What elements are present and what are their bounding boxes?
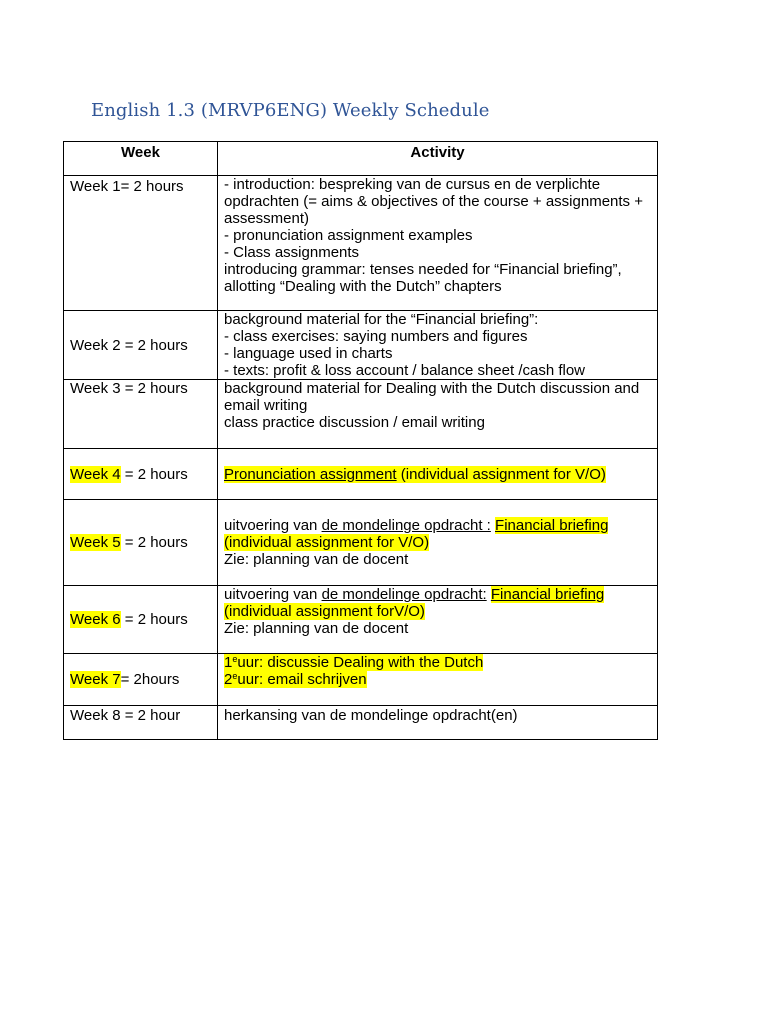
activity-line: Zie: planning van de docent: [224, 551, 409, 568]
ordinal-suffix: e: [232, 671, 238, 681]
table-row: [64, 500, 658, 586]
week-cell: [64, 500, 218, 586]
activity-line: background material for Dealing with the Dutch discussion and email writing: [224, 380, 640, 414]
week-cell: Week 2 = 2 hours: [64, 311, 218, 380]
activity-cell: [218, 500, 658, 586]
activity-underlined: de mondelinge opdracht :: [321, 517, 491, 534]
activity-cell: herkansing van de mondelinge opdracht(en): [218, 706, 658, 740]
week-cell: Week 3 = 2 hours: [64, 380, 218, 449]
activity-line: [224, 671, 651, 688]
activity-text: uitvoering van: [224, 586, 322, 603]
activity-cell: [218, 449, 658, 500]
week-header: Week: [64, 142, 218, 176]
week-highlight: Week 7: [70, 671, 121, 688]
activity-line: background material for the “Financial briefing”:: [224, 311, 539, 328]
week-highlight: Week 4: [70, 465, 121, 483]
activity-line: [224, 534, 651, 551]
week-hours: = 2 hours: [120, 611, 188, 628]
activity-cell: [218, 654, 658, 706]
activity-cell: [218, 176, 658, 311]
week-highlight: Week 6: [70, 611, 121, 628]
table-row: [64, 449, 658, 500]
activity-line: - texts: profit & loss account / balance sheet /cash flow: [224, 362, 586, 379]
activity-highlight: [224, 671, 367, 688]
activity-cell: [218, 311, 658, 380]
activity-header: Activity: [218, 142, 658, 176]
activity-line: - class exercises: saying numbers and figures: [224, 328, 528, 345]
activity-underlined: Pronunciation assignment: [224, 465, 397, 483]
page-title: English 1.3 (MRVP6ENG) Weekly Schedule: [91, 100, 490, 121]
hour-number: 2: [224, 671, 233, 688]
week-highlight: Week 5: [70, 534, 121, 551]
week-cell: Week 8 = 2 hour: [64, 706, 218, 740]
activity-highlight: [224, 654, 483, 671]
activity-highlight: (individual assignment forV/O): [224, 603, 425, 620]
activity-line: introducing grammar: tenses needed for “Financial briefing”, allotting “Dealing with the Dutch” chapters: [224, 261, 622, 295]
activity-highlight: (individual assignment for V/O): [224, 534, 430, 551]
activity-line: class practice discussion / email writing: [224, 414, 485, 431]
activity-line: [224, 586, 651, 603]
activity-line: [224, 654, 651, 671]
week-hours: = 2 hours: [120, 534, 188, 551]
activity-cell: [218, 586, 658, 654]
table-row: [64, 654, 658, 706]
week-cell: [64, 654, 218, 706]
activity-line: - pronunciation assignment examples: [224, 227, 473, 244]
week-cell: Week 1= 2 hours: [64, 176, 218, 311]
week-cell: [64, 586, 218, 654]
activity-cell: [218, 380, 658, 449]
activity-highlight: (individual assignment for V/O): [396, 465, 606, 483]
schedule-table: [63, 141, 658, 740]
activity-line: - introduction: bespreking van de cursus en de verplichte opdrachten (= aims & objectives of the course + assignments + assessment): [224, 176, 643, 227]
activity-highlight: Financial briefing: [490, 586, 605, 603]
activity-line: - language used in charts: [224, 345, 393, 362]
activity-highlight: Financial briefing: [495, 517, 609, 534]
activity-text: uur: email schrijven: [237, 671, 367, 688]
activity-line: [224, 603, 651, 620]
table-header-row: [64, 142, 658, 176]
table-row: [64, 706, 658, 740]
week-hours: = 2 hours: [120, 465, 188, 483]
activity-line: Zie: planning van de docent: [224, 620, 409, 637]
activity-text: uitvoering van: [224, 517, 322, 534]
table-row: [64, 311, 658, 380]
activity-underlined: de mondelinge opdracht:: [321, 586, 487, 603]
hour-number: 1: [224, 654, 233, 671]
table-row: [64, 586, 658, 654]
table-row: [64, 380, 658, 449]
activity-text: uur: discussie Dealing with the Dutch: [237, 654, 484, 671]
week-hours: = 2hours: [120, 671, 180, 688]
ordinal-suffix: e: [232, 654, 238, 664]
activity-line: - Class assignments: [224, 244, 360, 261]
activity-line: [224, 517, 651, 534]
week-cell: [64, 449, 218, 500]
table-row: [64, 176, 658, 311]
